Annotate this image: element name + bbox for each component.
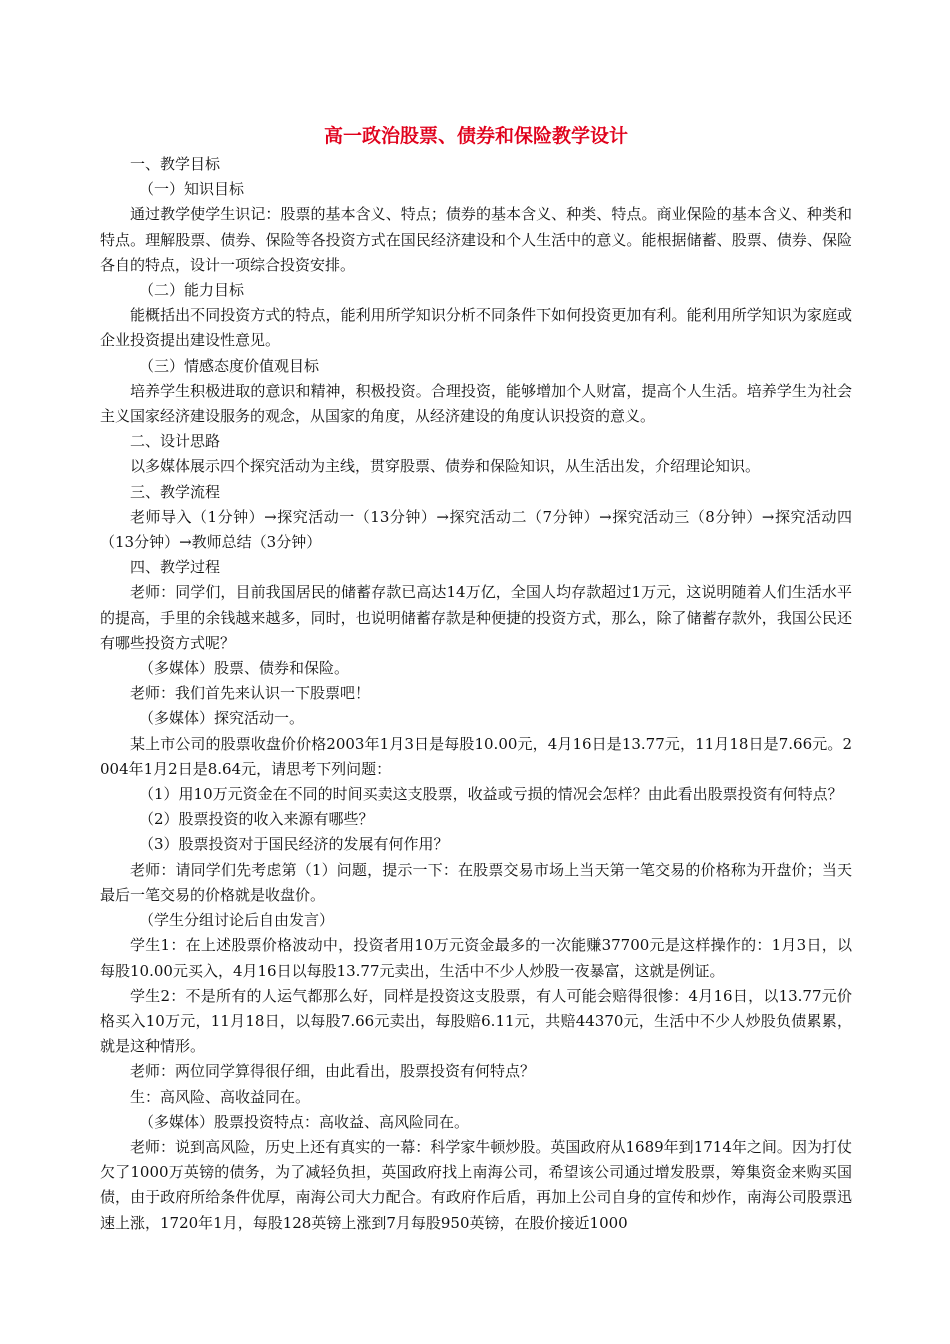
section-heading: （多媒体）股票投资特点：高收益、高风险同在。 xyxy=(139,1112,470,1131)
body-paragraph: 生：高风险、高收益同在。 xyxy=(130,1087,311,1106)
section-heading: （学生分组讨论后自由发言） xyxy=(139,911,335,930)
section-heading: （二）能力目标 xyxy=(139,281,245,300)
body-paragraph: 老师：我们首先来认识一下股票吧！ xyxy=(130,684,371,703)
section-heading: （3）股票投资对于国民经济的发展有何作用？ xyxy=(139,835,449,854)
section-heading: 二、设计思路 xyxy=(130,432,221,451)
body-paragraph: 能概括出不同投资方式的特点，能利用所学知识分析不同条件下如何投资更加有利。能利用所学知识为家庭或企业投资提出建设性意见。 xyxy=(100,306,852,350)
section-heading: （一）知识目标 xyxy=(139,180,245,199)
section-heading: （三）情感态度价值观目标 xyxy=(139,356,320,375)
document-body xyxy=(100,152,852,1236)
body-paragraph: 某上市公司的股票收盘价价格2003年1月3日是每股10.00元，4月16日是13.77元，11月18日是7.66元。2004年1月2日是8.64元，请思考下列问题： xyxy=(100,734,852,778)
section-heading: 四、教学过程 xyxy=(130,558,221,577)
section-heading: （2）股票投资的收入来源有哪些？ xyxy=(139,810,374,829)
body-paragraph: 老师：说到高风险，历史上还有真实的一幕：科学家牛顿炒股。英国政府从1689年到1714年之间。因为打仗欠了1000万英镑的债务，为了减轻负担，英国政府找上南海公司，希望该公司通过增发股票，筹集资金来购买国债，由于政府所给条件优厚，南海公司大力配合。有政府作后盾，再加上公司自身的宣传和炒作，南海公司股票迅速上涨，1720年1月，每股128英镑上涨到7月每股950英镑，在股价接近1000 xyxy=(100,1137,852,1232)
body-paragraph: 老师：两位同学算得很仔细，由此看出，股票投资有何特点？ xyxy=(130,1062,536,1081)
body-paragraph: 学生2：不是所有的人运气都那么好，同样是投资这支股票，有人可能会赔得很惨：4月16日，以13.77元价格买入10万元，11月18日，以每股7.66元卖出，每股赔6.11元，共赔44370元，生活中不少人炒股负债累累，就是这种情形。 xyxy=(100,986,852,1056)
section-heading: 三、教学流程 xyxy=(130,482,221,501)
body-paragraph: 学生1：在上述股票价格波动中，投资者用10万元资金最多的一次能赚37700元是这样操作的：1月3日，以每股10.00元买入，4月16日以每股13.77元卖出，生活中不少人炒股一夜暴富，这就是例证。 xyxy=(100,936,852,980)
section-heading: （多媒体）股票、债券和保险。 xyxy=(139,659,350,678)
section-heading: （1）用10万元资金在不同的时间买卖这支股票，收益或亏损的情况会怎样？由此看出股票投资有何特点？ xyxy=(139,785,843,804)
body-paragraph: 老师导入（1分钟）→探究活动一（13分钟）→探究活动二（7分钟）→探究活动三（8分钟）→探究活动四（13分钟）→教师总结（3分钟） xyxy=(100,507,852,552)
body-paragraph: 以多媒体展示四个探究活动为主线，贯穿股票、债券和保险知识，从生活出发，介绍理论知识。 xyxy=(130,457,761,476)
section-heading: 一、教学目标 xyxy=(130,155,221,173)
body-paragraph: 老师：请同学们先考虑第（1）问题，提示一下：在股票交易市场上当天第一笔交易的价格称为开盘价；当天最后一笔交易的价格就是收盘价。 xyxy=(100,860,852,904)
section-heading: （多媒体）探究活动一。 xyxy=(139,709,305,728)
body-paragraph: 培养学生积极进取的意识和精神，积极投资。合理投资，能够增加个人财富，提高个人生活。培养学生为社会主义国家经济建设服务的观念，从国家的角度，从经济建设的角度认识投资的意义。 xyxy=(100,381,852,426)
body-paragraph: 通过教学使学生识记：股票的基本含义、特点；债券的基本含义、种类、特点。商业保险的基本含义、种类和特点。理解股票、债券、保险等各投资方式在国民经济建设和个人生活中的意义。能根据储蓄、股票、债券、保险各自的特点，设计一项综合投资安排。 xyxy=(100,205,852,274)
document-title: 高一政治股票、债券和保险教学设计 xyxy=(323,125,628,147)
body-paragraph: 老师：同学们，目前我国居民的储蓄存款已高达14万亿，全国人均存款超过1万元，这说明随着人们生活水平的提高，手里的余钱越来越多，同时，也说明储蓄存款是种便捷的投资方式，那么，除了储蓄存款外，我国公民还有哪些投资方式呢？ xyxy=(100,583,852,652)
